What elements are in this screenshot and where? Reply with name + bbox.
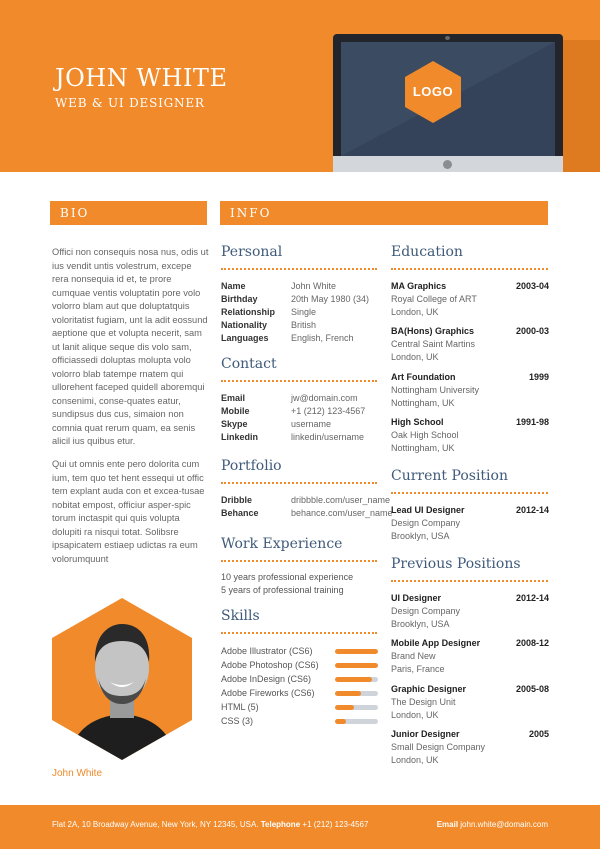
portfolio-divider xyxy=(221,482,377,484)
footer-email-label: Email xyxy=(436,820,459,829)
logo-text: LOGO xyxy=(412,84,454,99)
personal-row xyxy=(221,332,369,345)
current-position-entry xyxy=(391,504,549,543)
personal-value: John White xyxy=(291,281,337,291)
entry-line: Design Company xyxy=(391,606,461,616)
contact-value: username xyxy=(291,419,332,429)
contact-row xyxy=(221,392,365,405)
entry-year: 2005 xyxy=(528,729,549,739)
info-heading: INFO xyxy=(220,201,548,225)
entry-title: Mobile App Designer xyxy=(391,638,481,648)
education-entry xyxy=(391,371,549,410)
skill-bar-fill xyxy=(335,663,378,668)
work-divider xyxy=(221,560,377,562)
previous-position-entry xyxy=(391,637,549,676)
contact-key: Linkedin xyxy=(221,432,259,442)
skill-label: Adobe Fireworks (CS6) xyxy=(221,688,315,698)
personal-row xyxy=(221,319,369,332)
work-line-2: 5 years of professional training xyxy=(221,585,344,595)
personal-value: 20th May 1980 (34) xyxy=(291,294,370,304)
entry-title: Art Foundation xyxy=(391,372,456,382)
entry-line: London, UK xyxy=(391,710,439,720)
portfolio-value: behance.com/user_name xyxy=(291,508,393,518)
contact-key: Email xyxy=(221,393,246,403)
skill-bar-fill xyxy=(335,677,372,682)
personal-row xyxy=(221,306,369,319)
contact-row xyxy=(221,431,365,444)
previous-position-entry xyxy=(391,728,549,767)
portfolio-row xyxy=(221,507,393,520)
entry-line: Paris, France xyxy=(391,664,445,674)
skills-title: Skills xyxy=(221,608,260,624)
work-title: Work Experience xyxy=(221,536,343,552)
contact-value: linkedin/username xyxy=(291,432,365,442)
entry-line: Brooklyn, USA xyxy=(391,531,450,541)
photo-caption: John White xyxy=(52,768,103,779)
footer-telephone-label: Telephone xyxy=(260,820,301,829)
entry-line: London, UK xyxy=(391,755,439,765)
skill-item xyxy=(221,673,381,686)
previous-position-entry xyxy=(391,683,549,722)
entry-line: London, UK xyxy=(391,352,439,362)
person-role: WEB & UI DESIGNER xyxy=(55,96,205,110)
contact-row xyxy=(221,405,365,418)
footer-address: Flat 2A, 10 Broadway Avenue, New York, NY 12345, USA. xyxy=(52,820,259,829)
entry-line: Royal College of ART xyxy=(391,294,477,304)
previous-positions-title: Previous Positions xyxy=(391,556,521,572)
bio-heading: BIO xyxy=(50,201,207,225)
skill-bar xyxy=(335,691,378,696)
personal-key: Birthday xyxy=(221,294,258,304)
skill-bar-fill xyxy=(335,649,378,654)
skills-divider xyxy=(221,632,377,634)
bio-paragraph-2: Qui ut omnis ente pero dolorita cum ium, tem quo tet hent essequi ut offic tem explant auda con et excea-tusae nobitat empost, officiur asper-spic torum inctaspit qui quis volupta dolupiti ra nisqui totat. Solibsre ipsapicatem estiaep udictas ra eum volorumquunt xyxy=(52,459,205,564)
personal-value: Single xyxy=(291,307,317,317)
footer-telephone: +1 (212) 123-4567 xyxy=(302,820,369,829)
skill-item xyxy=(221,659,381,672)
entry-line: Central Saint Martins xyxy=(391,339,476,349)
contact-value: jw@domain.com xyxy=(291,393,358,403)
skill-item xyxy=(221,687,381,700)
footer-bar xyxy=(0,805,600,849)
skill-bar xyxy=(335,663,378,668)
portfolio-title: Portfolio xyxy=(221,458,282,474)
entry-year: 2000-03 xyxy=(515,326,549,336)
skill-item xyxy=(221,645,381,658)
work-line-1: 10 years professional experience xyxy=(221,572,354,582)
education-entry xyxy=(391,280,549,319)
entry-year: 2012-14 xyxy=(515,593,549,603)
personal-divider xyxy=(221,268,377,270)
entry-line: Nottingham, UK xyxy=(391,398,455,408)
contact-title: Contact xyxy=(221,356,277,372)
entry-year: 2003-04 xyxy=(515,281,549,291)
education-entry xyxy=(391,416,549,455)
skill-label: Adobe Photoshop (CS6) xyxy=(221,660,319,670)
entry-year: 2005-08 xyxy=(515,684,549,694)
education-divider xyxy=(391,268,548,270)
personal-key: Nationality xyxy=(221,320,268,330)
contact-value: +1 (212) 123-4567 xyxy=(291,406,366,416)
entry-year: 2012-14 xyxy=(515,505,549,515)
personal-value: English, French xyxy=(291,333,354,343)
current-position-title: Current Position xyxy=(391,468,508,484)
personal-row xyxy=(221,280,369,293)
previous-position-entry xyxy=(391,592,549,631)
skill-label: Adobe Illustrator (CS6) xyxy=(221,646,313,656)
footer-email-block xyxy=(437,820,548,829)
entry-line: Brand New xyxy=(391,651,436,661)
entry-title: Graphic Designer xyxy=(391,684,467,694)
monitor-camera xyxy=(445,36,450,40)
contact-key: Mobile xyxy=(221,406,250,416)
entry-year: 2008-12 xyxy=(515,638,549,648)
portfolio-table xyxy=(221,494,393,520)
footer-email: john.white@domain.com xyxy=(460,820,548,829)
skill-bar xyxy=(335,719,378,724)
person-name: JOHN WHITE xyxy=(55,64,228,92)
entry-title: High School xyxy=(391,417,444,427)
personal-row xyxy=(221,293,369,306)
portfolio-key: Dribble xyxy=(221,495,253,505)
personal-table xyxy=(221,280,369,345)
entry-title: BA(Hons) Graphics xyxy=(391,326,475,336)
monitor-button xyxy=(443,160,452,169)
personal-key: Name xyxy=(221,281,246,291)
education-entry xyxy=(391,325,549,364)
entry-title: Junior Designer xyxy=(391,729,460,739)
contact-key: Skype xyxy=(221,419,248,429)
personal-key: Languages xyxy=(221,333,269,343)
portfolio-value: dribbble.com/user_name xyxy=(291,495,391,505)
bio-paragraph-1: Offici non consequis nosa nus, odis ut ius vendit untis volestrum, excepe rera nonsequia id et, te prore cumquae ventis voluptatin pore volo volorro blam aut que doluptatquis voloritatist fugiam, unt la adit eossund aeptione que et volupta necerit, sam ut lanit alique seque dis volo sam, officiassedi doluptas molupta volo volorro blab tatempe rnatem qui ullorehent faceped quidell aboremqui consenimi, conse-quates eatur, sundipsus dus cus, simaion non comnia quat rerum quam, ea senis alicil ius quibus etur. xyxy=(52,247,209,446)
skill-label: HTML (5) xyxy=(221,702,259,712)
contact-table xyxy=(221,392,365,444)
entry-line: Small Design Company xyxy=(391,742,486,752)
contact-row xyxy=(221,418,365,431)
skill-label: CSS (3) xyxy=(221,716,254,726)
personal-value: British xyxy=(291,320,317,330)
skill-bar-fill xyxy=(335,691,361,696)
previous-positions-divider xyxy=(391,580,548,582)
skill-item xyxy=(221,701,381,714)
entry-line: Brooklyn, USA xyxy=(391,619,450,629)
profile-photo xyxy=(50,596,194,762)
entry-year: 1999 xyxy=(528,372,549,382)
skill-label: Adobe InDesign (CS6) xyxy=(221,674,312,684)
contact-divider xyxy=(221,380,377,382)
entry-title: UI Designer xyxy=(391,593,442,603)
entry-title: Lead UI Designer xyxy=(391,505,465,515)
entry-year: 1991-98 xyxy=(515,417,549,427)
skill-bar-fill xyxy=(335,719,346,724)
entry-title: MA Graphics xyxy=(391,281,447,291)
header-banner xyxy=(0,0,600,172)
personal-key: Relationship xyxy=(221,307,276,317)
current-position-divider xyxy=(391,492,548,494)
entry-line: Oak High School xyxy=(391,430,459,440)
entry-line: Nottingham University xyxy=(391,385,480,395)
entry-line: London, UK xyxy=(391,307,439,317)
skill-item xyxy=(221,715,381,728)
education-title: Education xyxy=(391,244,463,260)
portfolio-key: Behance xyxy=(221,508,259,518)
portfolio-row xyxy=(221,494,393,507)
skill-bar xyxy=(335,705,378,710)
entry-line: The Design Unit xyxy=(391,697,456,707)
entry-line: Design Company xyxy=(391,518,461,528)
skill-bar-fill xyxy=(335,705,354,710)
skill-bar xyxy=(335,649,378,654)
personal-title: Personal xyxy=(221,244,283,260)
footer-address-block xyxy=(52,820,368,829)
skill-bar xyxy=(335,677,378,682)
entry-line: Nottingham, UK xyxy=(391,443,455,453)
